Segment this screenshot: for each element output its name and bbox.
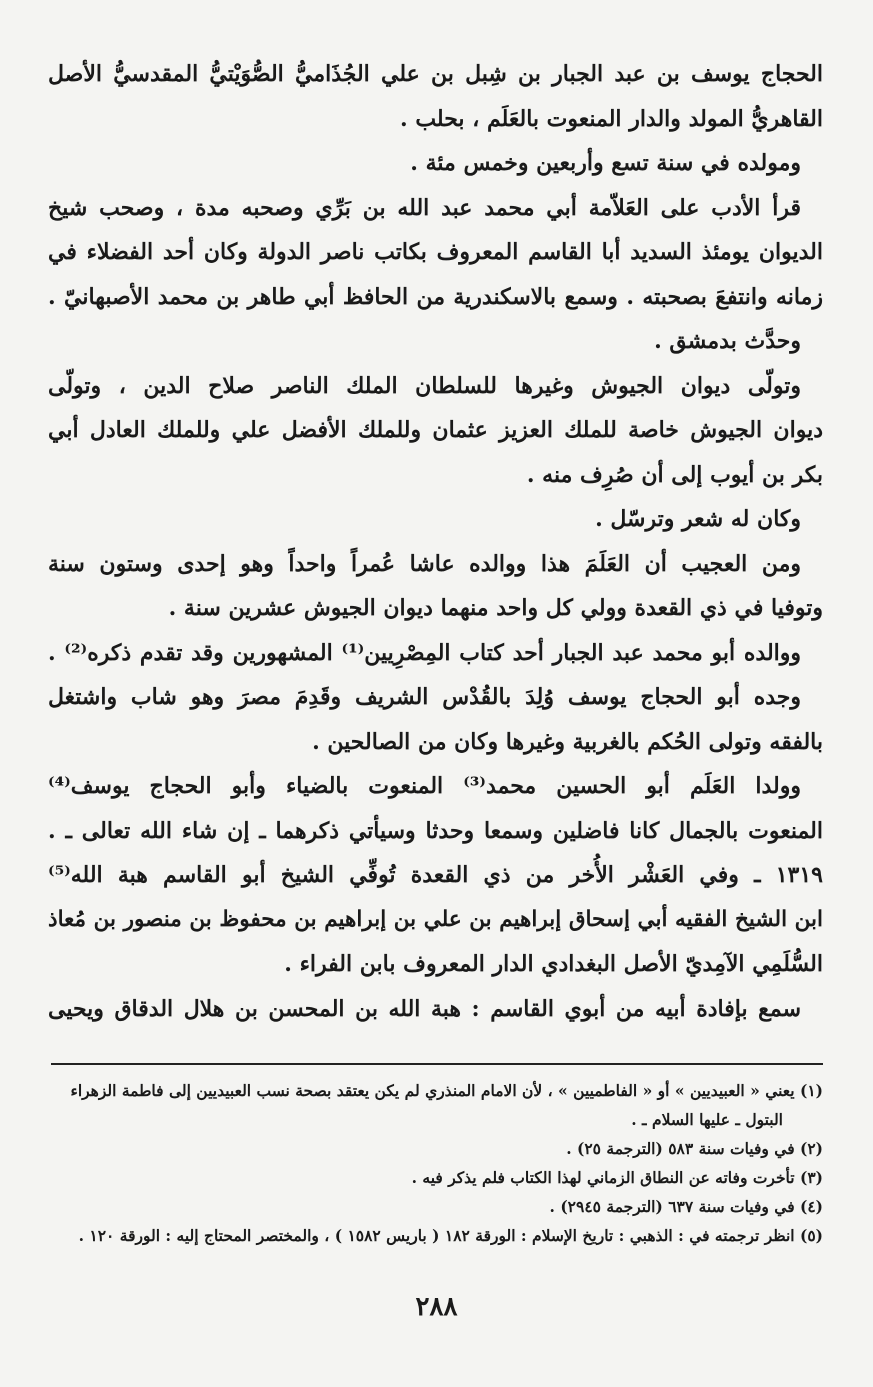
- text-line: وتوفيا في ذي القعدة وولي كل واحد منهما ديوان الجيوش عشرين سنة .: [168, 595, 823, 621]
- text-line: ديوان الجيوش خاصة للملك العزيز عثمان وللملك الأفضل علي وللملك العادل أبي: [48, 417, 823, 443]
- footnotes: [51, 1076, 823, 1250]
- text-line: وحدَّث بدمشق .: [654, 328, 801, 354]
- main-text: [48, 52, 823, 1031]
- text-line: بالفقه وتولى الحُكم بالغربية وغيرها وكان من الصالحين .: [312, 728, 823, 755]
- text-line: القاهريُّ المولد والدار المنعوت بالعَلَم ، بحلب .: [400, 105, 823, 132]
- text-line: المنعوت بالجمال كانا فاضلين وسمعا وحدثا وسيأتي ذكرهما ـ إن شاء الله تعالى ـ .: [48, 817, 823, 844]
- text-line: ومولده في سنة تسع وأربعين وخمس مئة .: [410, 150, 801, 176]
- footnote: (١) يعني « العبيديين » أو « الفاطميين » ، لأن الامام المنذري لم يكن يعتقد بصحة نسب العبيديين إلى فاطمة الزهراء: [70, 1081, 823, 1100]
- text-line: قرأ الأدب على العَلاّمة أبي محمد عبد الله بن بَرِّي وصحبه مدة ، وصحب شيخ: [48, 194, 801, 221]
- text-line: وولدا العَلَم أبو الحسين محمد⁽³⁾ المنعوت بالضياء وأبو الحجاج يوسف⁽⁴⁾: [48, 773, 801, 799]
- text-line: زمانه وانتفعَ بصحبته . وسمع بالاسكندرية من الحافظ أبي طاهر بن محمد الأصبهانيّ .: [48, 283, 823, 310]
- footnote-divider: [51, 1063, 823, 1065]
- footnote-continuation: البتول ـ عليها السلام ـ .: [631, 1110, 783, 1129]
- text-line: وجده أبو الحجاج يوسف وُلِدَ بالقُدْس الشريف وقَدِمَ مصرَ وهو شاب واشتغل: [48, 684, 801, 710]
- footnote: (٣) تأخرت وفاته عن النطاق الزماني لهذا الكتاب فلم يذكر فيه .: [411, 1168, 823, 1187]
- text-line: بكر بن أيوب إلى أن صُرِف منه .: [526, 461, 823, 488]
- text-line: ابن الشيخ الفقيه أبي إسحاق إبراهيم بن علي بن إبراهيم بن محفوظ بن منصور بن مُعاذ: [48, 906, 823, 932]
- page-number: ٢٨٨: [415, 1292, 458, 1322]
- text-line: سمع بإفادة أبيه من أبوي القاسم : هبة الله بن المحسن بن هلال الدقاق ويحيى: [48, 995, 801, 1022]
- text-line: السُّلَمِي الآمِديّ الأصل البغدادي الدار المعروف بابن الفراء .: [284, 951, 823, 977]
- text-line: وكان له شعر وترسّل .: [595, 506, 801, 532]
- footnote: (٤) في وفيات سنة ٦٣٧ (الترجمة ٢٩٤٥) .: [549, 1197, 823, 1216]
- entry-heading-line: ١٣١٩ ـ وفي العَشْر الأُخر من ذي القعدة تُوفِّي الشيخ أبو القاسم هبة الله⁽⁵⁾: [48, 862, 823, 888]
- text-line: وتولّى ديوان الجيوش وغيرها للسلطان الملك الناصر صلاح الدين ، وتولّى: [48, 372, 801, 399]
- text-line: الديوان يومئذ السديد أبا القاسم المعروف بكاتب ناصر الدولة وكان أحد الفضلاء في: [48, 239, 823, 265]
- footnote: (٢) في وفيات سنة ٥٨٣ (الترجمة ٢٥) .: [566, 1139, 823, 1158]
- text-line: ووالده أبو محمد عبد الجبار أحد كتاب المِصْرِيين⁽¹⁾ المشهورين وقد تقدم ذكره⁽²⁾ .: [48, 639, 802, 666]
- text-line: الحجاج يوسف بن عبد الجبار بن شِبل بن علي الجُذَاميُّ الصُّوَيْتيُّ المقدسيُّ الأصل: [48, 61, 823, 87]
- footnote: (٥) انظر ترجمته في : الذهبي : تاريخ الإسلام : الورقة ١٨٢ ( باريس ١٥٨٢ ) ، والمختصر المحتاج إليه : الورقة ١٢٠ .: [78, 1226, 823, 1245]
- text-line: ومن العجيب أن العَلَمَ هذا ووالده عاشا عُمراً واحداً وهو إحدى وستون سنة: [48, 550, 801, 577]
